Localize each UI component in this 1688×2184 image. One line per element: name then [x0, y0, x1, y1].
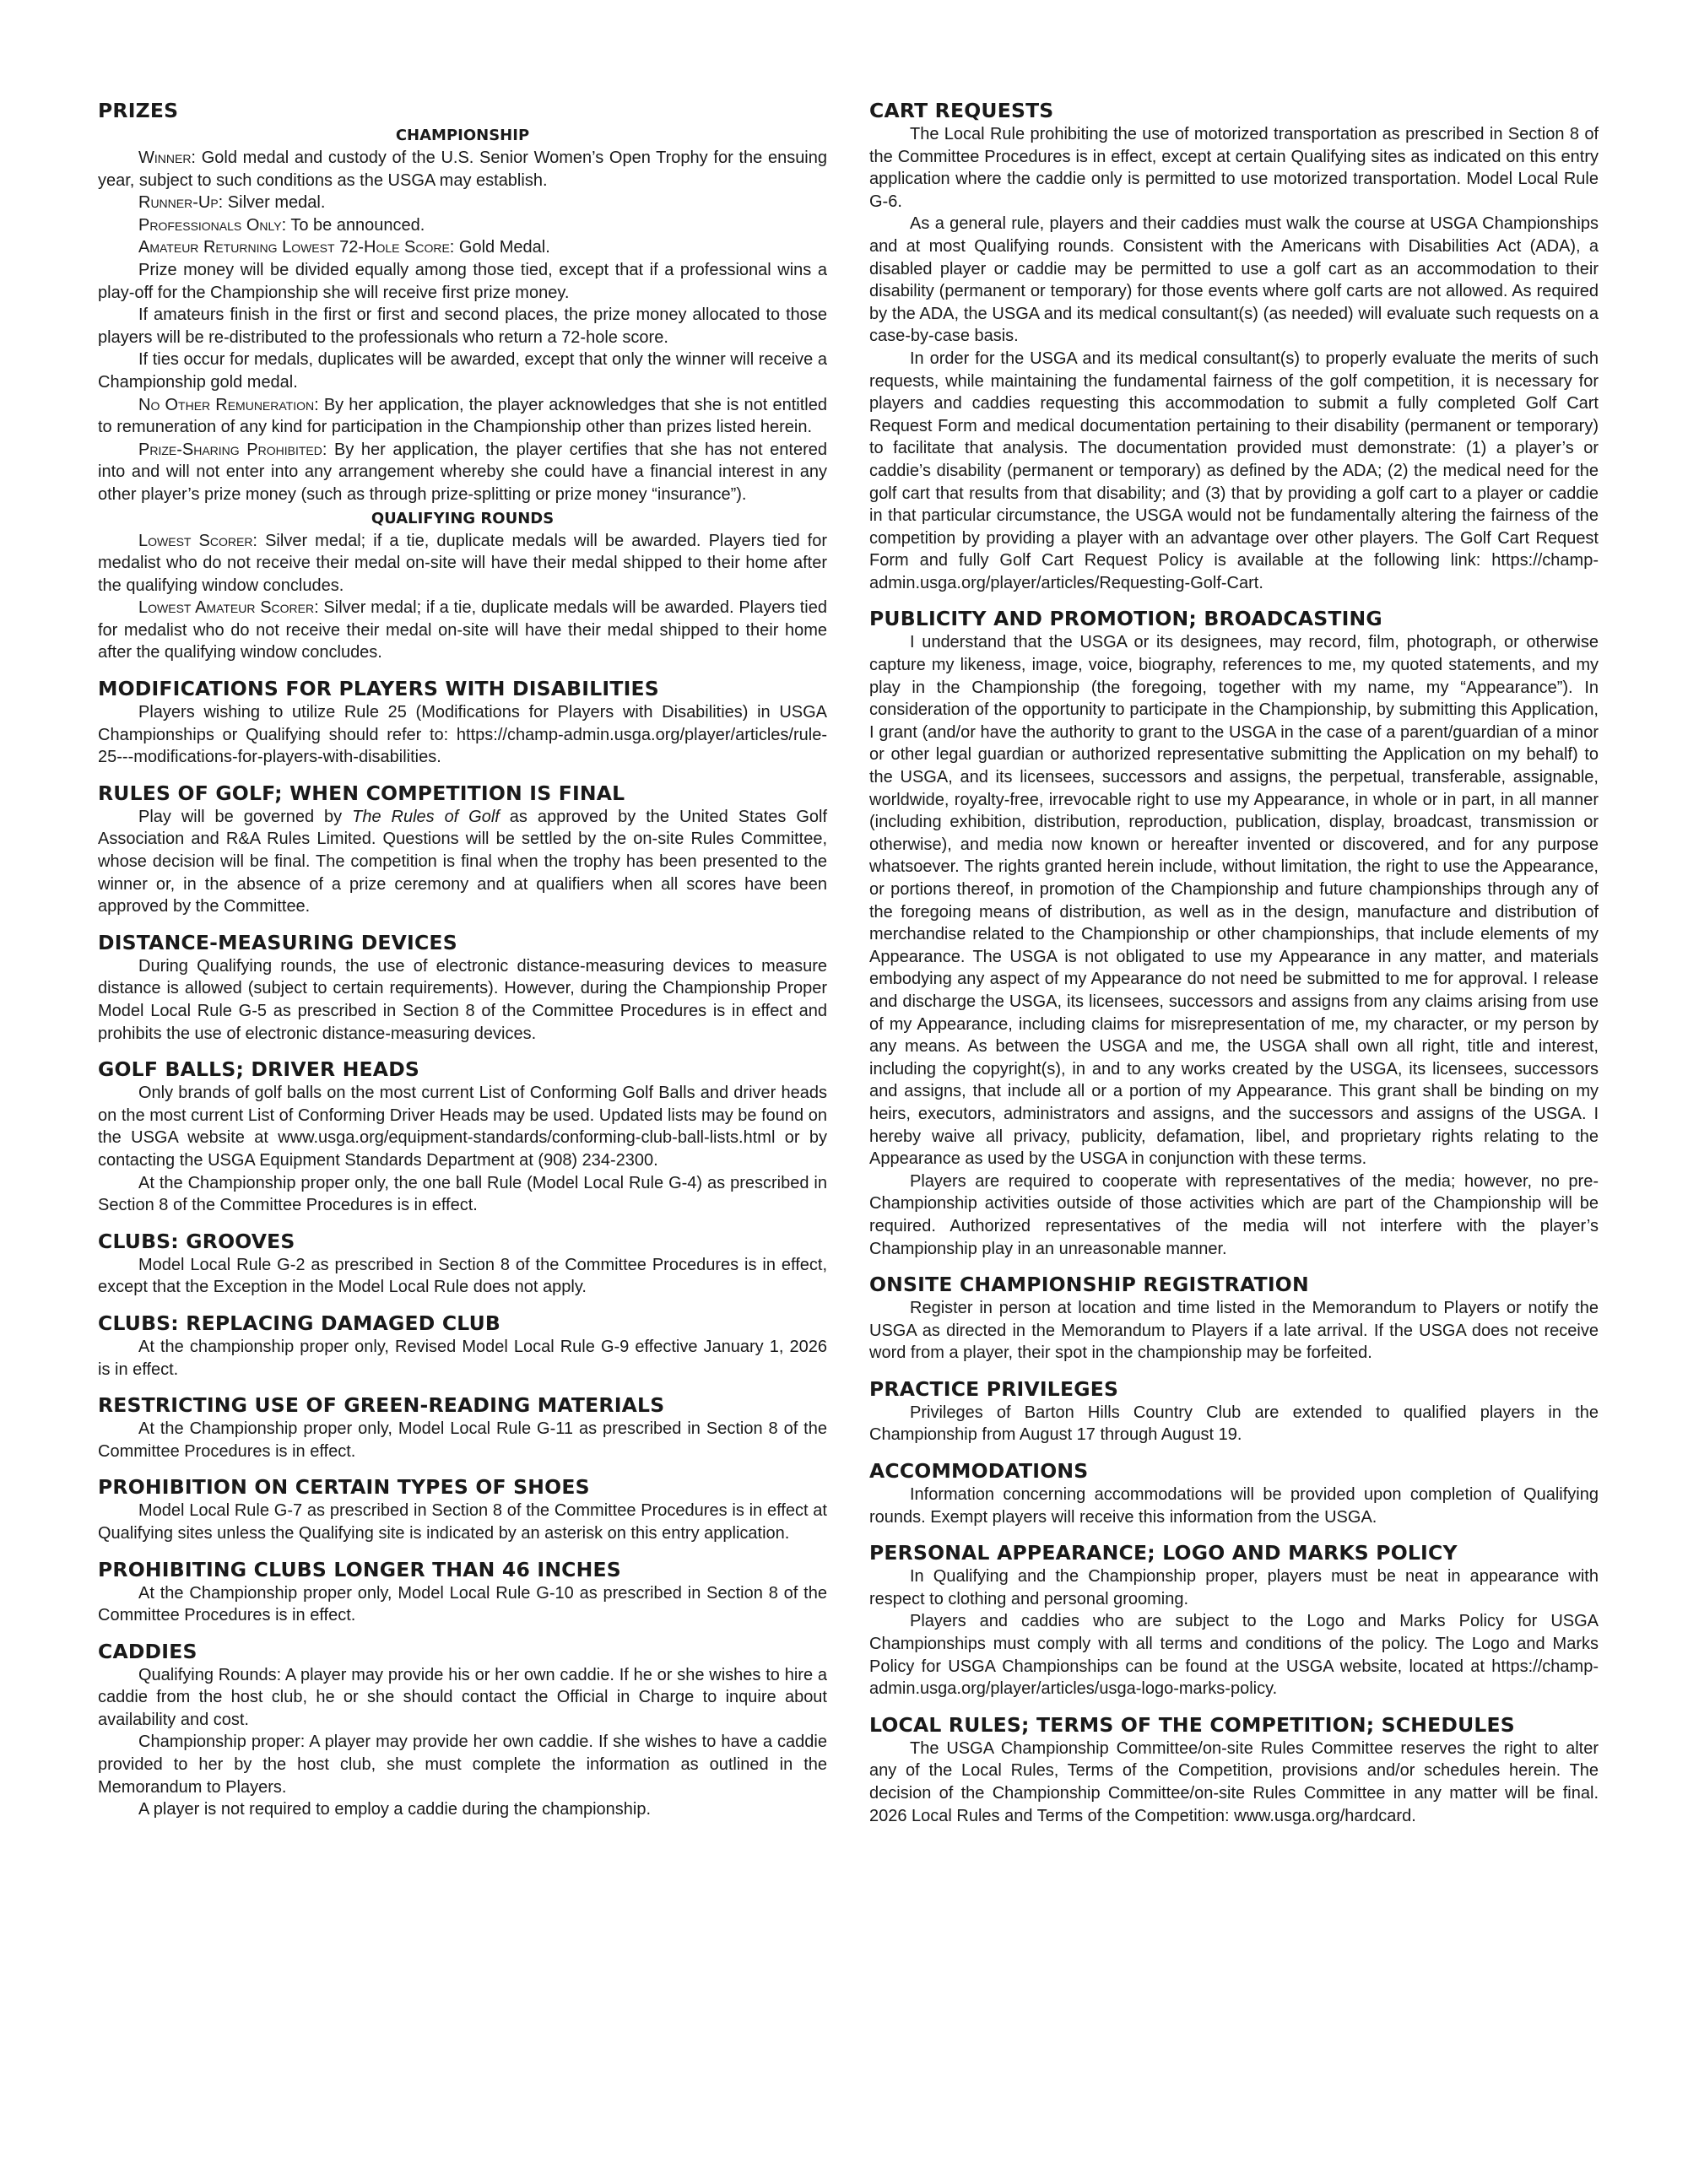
golf-balls-section	[98, 1057, 827, 1217]
local-rules-text: The USGA Championship Committee/on-site Rules Committee reserves the right to alter any of the Local Rules, Terms of the Competition, provisions and/or schedules herein. The decision of the Championship Committee/on-site Rules Committee in any matter will be final. 2026 Local Rules and Terms of the Competition: www.usga.org/hardcard.	[869, 1738, 1599, 1825]
right-column	[869, 98, 1599, 1827]
championship-subheading: CHAMPIONSHIP	[395, 127, 530, 144]
registration-heading: ONSITE CHAMPIONSHIP REGISTRATION	[869, 1273, 1309, 1297]
practice-heading: PRACTICE PRIVILEGES	[869, 1376, 1119, 1401]
left-column	[98, 98, 827, 1821]
green-reading-section	[98, 1392, 827, 1462]
professionals-text: To be announced.	[290, 215, 425, 235]
rules-paragraph	[98, 806, 827, 918]
modifications-section	[98, 676, 827, 769]
shoes-text: Model Local Rule G-7 as prescribed in Section 8 of the Committee Procedures is in effect at Qualifying sites unless the Qualifying site is indicated by an asterisk on this entry application.	[98, 1501, 827, 1543]
winner-text: Gold medal and custody of the U.S. Senior Women’s Open Trophy for the ensuing year, subject to such conditions as the USGA may establish.	[98, 149, 828, 190]
rules-text-before: Play will be governed by	[138, 807, 353, 826]
runner-up-text: Silver medal.	[227, 193, 326, 213]
publicity-heading: PUBLICITY AND PROMOTION; BROADCASTING	[869, 607, 1382, 631]
appearance-heading: PERSONAL APPEARANCE; LOGO AND MARKS POLICY	[869, 1541, 1458, 1565]
accommodations-section	[869, 1458, 1599, 1528]
grooves-text: Model Local Rule G-2 as prescribed in Section 8 of the Committee Procedures is in effect, except that the Exception in the Model Local Rule does not apply.	[98, 1255, 827, 1297]
registration-text: Register in person at location and time listed in the Memorandum to Players or notify the USGA as directed in the Memorandum to Players if a late arrival. If the USGA does not receive word from a player, their spot in the championship may be forfeited.	[869, 1299, 1599, 1363]
cart-text-2: As a general rule, players and their caddies must walk the course at USGA Championships and at most Qualifying rounds. Consistent with the Americans with Disabilities Act (ADA), a disabled player or caddie may be permitted to use a golf cart as an accommodation to their disability (permanent or temporary) for those events where golf carts are not allowed. As required by the ADA, the USGA and its medical consultant(s) (as needed) will evaluate such requests on a case-by-case basis.	[869, 214, 1599, 346]
appearance-text-1: In Qualifying and the Championship proper, players must be neat in appearance with respect to clothing and personal grooming.	[869, 1567, 1599, 1608]
rules-heading: RULES OF GOLF; WHEN COMPETITION IS FINAL	[98, 781, 625, 805]
no-remuneration-label: No Other Remuneration:	[138, 395, 319, 414]
shoes-section	[98, 1474, 827, 1544]
long-clubs-heading: PROHIBITING CLUBS LONGER THAN 46 INCHES	[98, 1557, 621, 1581]
damaged-club-heading: CLUBS: REPLACING DAMAGED CLUB	[98, 1311, 501, 1335]
golf-balls-heading: GOLF BALLS; DRIVER HEADS	[98, 1057, 420, 1082]
golf-balls-text-1: Only brands of golf balls on the most current List of Conforming Golf Balls and driver heads on the most current List of Conforming Driver Heads may be used. Updated lists may be found on the USGA website at www.usga.org/equipment-standards/conforming-club-ball-lists.html or by contacting the USGA Equipment Standards Department at (908) 234-2300.	[98, 1084, 827, 1170]
lowest-scorer-paragraph	[98, 530, 827, 597]
winner-paragraph	[98, 147, 827, 192]
shoes-heading: PROHIBITION ON CERTAIN TYPES OF SHOES	[98, 1475, 590, 1500]
amateur-label: Amateur Returning Lowest 72-Hole Score:	[138, 238, 455, 257]
publicity-text-1: I understand that the USGA or its designees, may record, film, photograph, or otherwise capture my likeness, image, voice, biography, references to me, my quoted statements, and my play in the Championship (the foregoing, together with my name, my “Appearance”). In consideration of the opportunity to participate in the Championship, by submitting this Application, I grant (and/or have the authority to grant to the USGA in the case of a parent/guardian of a minor or other legal guardian or authorized representative submitting the Application on my behalf) to the USGA, and its licensees, successors and assigns, the perpetual, transferable, assignable, worldwide, royalty-free, irrevocable right to use my Appearance, in whole or in part, in all manner (including exhibition, distribution, reproduction, publication, display, broadcast, transmission or otherwise), and media now known or hereafter invented or discovered, and for any purpose whatsoever. The rights granted herein include, without limitation, the right to use the Appearance, or portions thereof, in promotion of the Championship and future championships through any of the foregoing means of distribution, as well as in the design, manufacture and distribution of merchandise related to the Championship or other championships, that include elements of my Appearance. The USGA is not obligated to use my Appearance in any matter, and materials embodying any aspect of my Appearance do not need be submitted to me for approval. I release and discharge the USGA, its licensees, successors and assigns from any claims arising from use of my Appearance, including claims for misrepresentation of me, my character, or my person by any means. As between the USGA and me, the USGA shall own all right, title and interest, including the copyright(s), in and to any works created by the USGA, its licensees, successors and assigns, that include all or a portion of my Appearance. This grant shall be binding on my heirs, executors, administrators and assigns, and the successors and assigns of the USGA. I hereby waive all privacy, publicity, defamation, libel, and proprietary rights relating to the Appearance as used by the USGA in conjunction with these terms.	[869, 633, 1599, 1169]
grooves-section	[98, 1229, 827, 1299]
lowest-amateur-paragraph	[98, 597, 827, 664]
prizes-section	[98, 98, 827, 664]
lowest-amateur-label: Lowest Amateur Scorer:	[138, 598, 319, 618]
green-reading-text: At the Championship proper only, Model Local Rule G-11 as prescribed in Section 8 of the Committee Procedures is in effect.	[98, 1419, 827, 1461]
distance-section	[98, 930, 827, 1045]
no-remuneration-paragraph	[98, 394, 827, 439]
prize-money-paragraph: Prize money will be divided equally among those tied, except that if a professional wins a play-off for the Championship she will receive first prize money.	[98, 260, 827, 302]
publicity-text-2: Players are required to cooperate with representatives of the media; however, no pre-Championship activities outside of those activities which are part of the Championship will be required. Authorized representatives of the media will not interfere with the player’s Championship play in an unreasonable manner.	[869, 1171, 1599, 1258]
amateur-paragraph	[98, 236, 827, 259]
prizes-heading: PRIZES	[98, 99, 179, 122]
practice-text: Privileges of Barton Hills Country Club are extended to qualified players in the Championship from August 17 through August 19.	[869, 1403, 1599, 1445]
runner-up-label: Runner-Up:	[138, 193, 224, 213]
damaged-club-text: At the championship proper only, Revised Model Local Rule G-9 effective January 1, 2026 is in effect.	[98, 1337, 827, 1379]
cart-heading: CART REQUESTS	[869, 99, 1054, 122]
accommodations-heading: ACCOMMODATIONS	[869, 1459, 1089, 1484]
cart-section	[869, 98, 1599, 594]
winner-label: Winner:	[138, 149, 196, 167]
professionals-paragraph	[98, 214, 827, 237]
grooves-heading: CLUBS: GROOVES	[98, 1229, 295, 1253]
prize-sharing-paragraph	[98, 439, 827, 506]
appearance-text-2: Players and caddies who are subject to the Logo and Marks Policy for USGA Championships must comply with all terms and conditions of the policy. The Logo and Marks Policy for USGA Championships can be found at the USGA website, located at https://champ-admin.usga.org/player/articles/usga-logo-marks-policy.	[869, 1612, 1599, 1699]
publicity-section	[869, 606, 1599, 1260]
cart-text-3: In order for the USGA and its medical consultant(s) to properly evaluate the merits of such requests, while maintaining the fundamental fairness of the golf competition, it is necessary for players and caddies requesting this accommodation to submit a fully completed Golf Cart Request Form and medical documentation pertaining to their disability (permanent or temporary) to facilitate that analysis. The documentation provided must demonstrate: (1) a player’s or caddie’s disability (permanent or temporary) as defined by the ADA; (2) the medical need for the golf cart that results from that disability; and (3) that by providing a golf cart to a player or caddie in that particular circumstance, the USGA would not be fundamentally altering the fairness of the competition by providing a player with an advantage over other players. The Golf Cart Request Form and fully Golf Cart Request Policy is available at the following link: https://champ-admin.usga.org/player/articles/Requesting-Golf-Cart.	[869, 349, 1599, 592]
rules-of-golf-title: The Rules of Golf	[352, 807, 500, 826]
modifications-text: Players wishing to utilize Rule 25 (Modifications for Players with Disabilities) in USGA Championships or Qualifying should refer to: https://champ-admin.usga.org/player/articles/rule-25---modifications-for-players-with-disabilities.	[98, 703, 827, 767]
runner-up-paragraph	[98, 192, 827, 214]
lowest-scorer-text: Silver medal; if a tie, duplicate medals will be awarded. Players tied for medalist who do not receive their medal on-site will have their medal shipped to their home after the qualifying window concludes.	[98, 531, 828, 595]
lowest-scorer-label: Lowest Scorer:	[138, 531, 257, 550]
local-rules-heading: LOCAL RULES; TERMS OF THE COMPETITION; SCHEDULES	[869, 1712, 1515, 1737]
long-clubs-text: At the Championship proper only, Model Local Rule G-10 as prescribed in Section 8 of the Committee Procedures is in effect.	[98, 1583, 827, 1625]
prize-sharing-label: Prize-Sharing Prohibited:	[138, 440, 327, 459]
local-rules-section	[869, 1712, 1599, 1827]
distance-text: During Qualifying rounds, the use of electronic distance-measuring devices to measure distance is allowed (subject to certain requirements). However, during the Championship Proper Model Local Rule G-5 as prescribed in Section 8 of the Committee Procedures is in effect and prohibits the use of electronic distance-measuring devices.	[98, 956, 827, 1043]
caddies-heading: CADDIES	[98, 1639, 197, 1663]
caddies-text-2: Championship proper: A player may provide her own caddie. If she wishes to have a caddie provided to her by the host club, she must complete the information as outlined in the Memorandum to Players.	[98, 1733, 827, 1797]
registration-section	[869, 1272, 1599, 1365]
prize-sharing-text: By her application, the player certifies that she has not entered into and will not enter into any arrangement whereby she could have a financial interest in any other player’s prize money (such as through prize-splitting or prize money “insurance”).	[98, 440, 828, 504]
accommodations-text: Information concerning accommodations will be provided upon completion of Qualifying rounds. Exempt players will receive this information from the USGA.	[869, 1485, 1599, 1527]
rules-text-after: as approved by the United States Golf Association and R&A Rules Limited. Questions will be settled by the on-site Rules Committee, whose decision will be final. The competition is final when the trophy has been presented to the winner or, in the absence of a prize ceremony and at qualifiers when all scores have been approved by the Committee.	[98, 807, 828, 916]
cart-text-1: The Local Rule prohibiting the use of motorized transportation as prescribed in Section 8 of the Committee Procedures is in effect, except at certain Qualifying sites as indicated on this entry application where the caddie only is permitted to use motorized transportation. Model Local Rule G-6.	[869, 125, 1599, 211]
rules-section	[98, 781, 827, 918]
amateur-text: Gold Medal.	[458, 238, 550, 257]
amateurs-finish-paragraph: If amateurs finish in the first or first and second places, the prize money allocated to those players will be re-distributed to the professionals who return a 72-hole score.	[98, 305, 827, 347]
caddies-text-3: A player is not required to employ a caddie during the championship.	[138, 1800, 652, 1819]
no-remuneration-text: By her application, the player acknowledges that she is not entitled to remuneration of any kind for participation in the Championship other than prizes listed herein.	[98, 395, 827, 437]
golf-balls-text-2: At the Championship proper only, the one ball Rule (Model Local Rule G-4) as prescribed in Section 8 of the Committee Procedures is in effect.	[98, 1173, 827, 1215]
qualifying-subheading: QUALIFYING ROUNDS	[371, 509, 555, 527]
professionals-label: Professionals Only:	[138, 215, 287, 235]
practice-section	[869, 1376, 1599, 1446]
distance-heading: DISTANCE-MEASURING DEVICES	[98, 930, 457, 954]
long-clubs-section	[98, 1557, 827, 1627]
damaged-club-section	[98, 1311, 827, 1381]
appearance-section	[869, 1540, 1599, 1700]
ties-paragraph: If ties occur for medals, duplicates will be awarded, except that only the winner will receive a Championship gold medal.	[98, 350, 827, 392]
lowest-amateur-text: Silver medal; if a tie, duplicate medals will be awarded. Players tied for medalist who do not receive their medal on-site will have their medal shipped to their home after the qualifying window concludes.	[98, 598, 827, 662]
caddies-text-1: Qualifying Rounds: A player may provide his or her own caddie. If he or she wishes to hire a caddie from the host club, he or she should contact the Official in Charge to inquire about availability and cost.	[98, 1665, 827, 1729]
caddies-section	[98, 1639, 827, 1821]
modifications-heading: MODIFICATIONS FOR PLAYERS WITH DISABILITIES	[98, 677, 659, 701]
green-reading-heading: RESTRICTING USE OF GREEN-READING MATERIALS	[98, 1393, 665, 1418]
